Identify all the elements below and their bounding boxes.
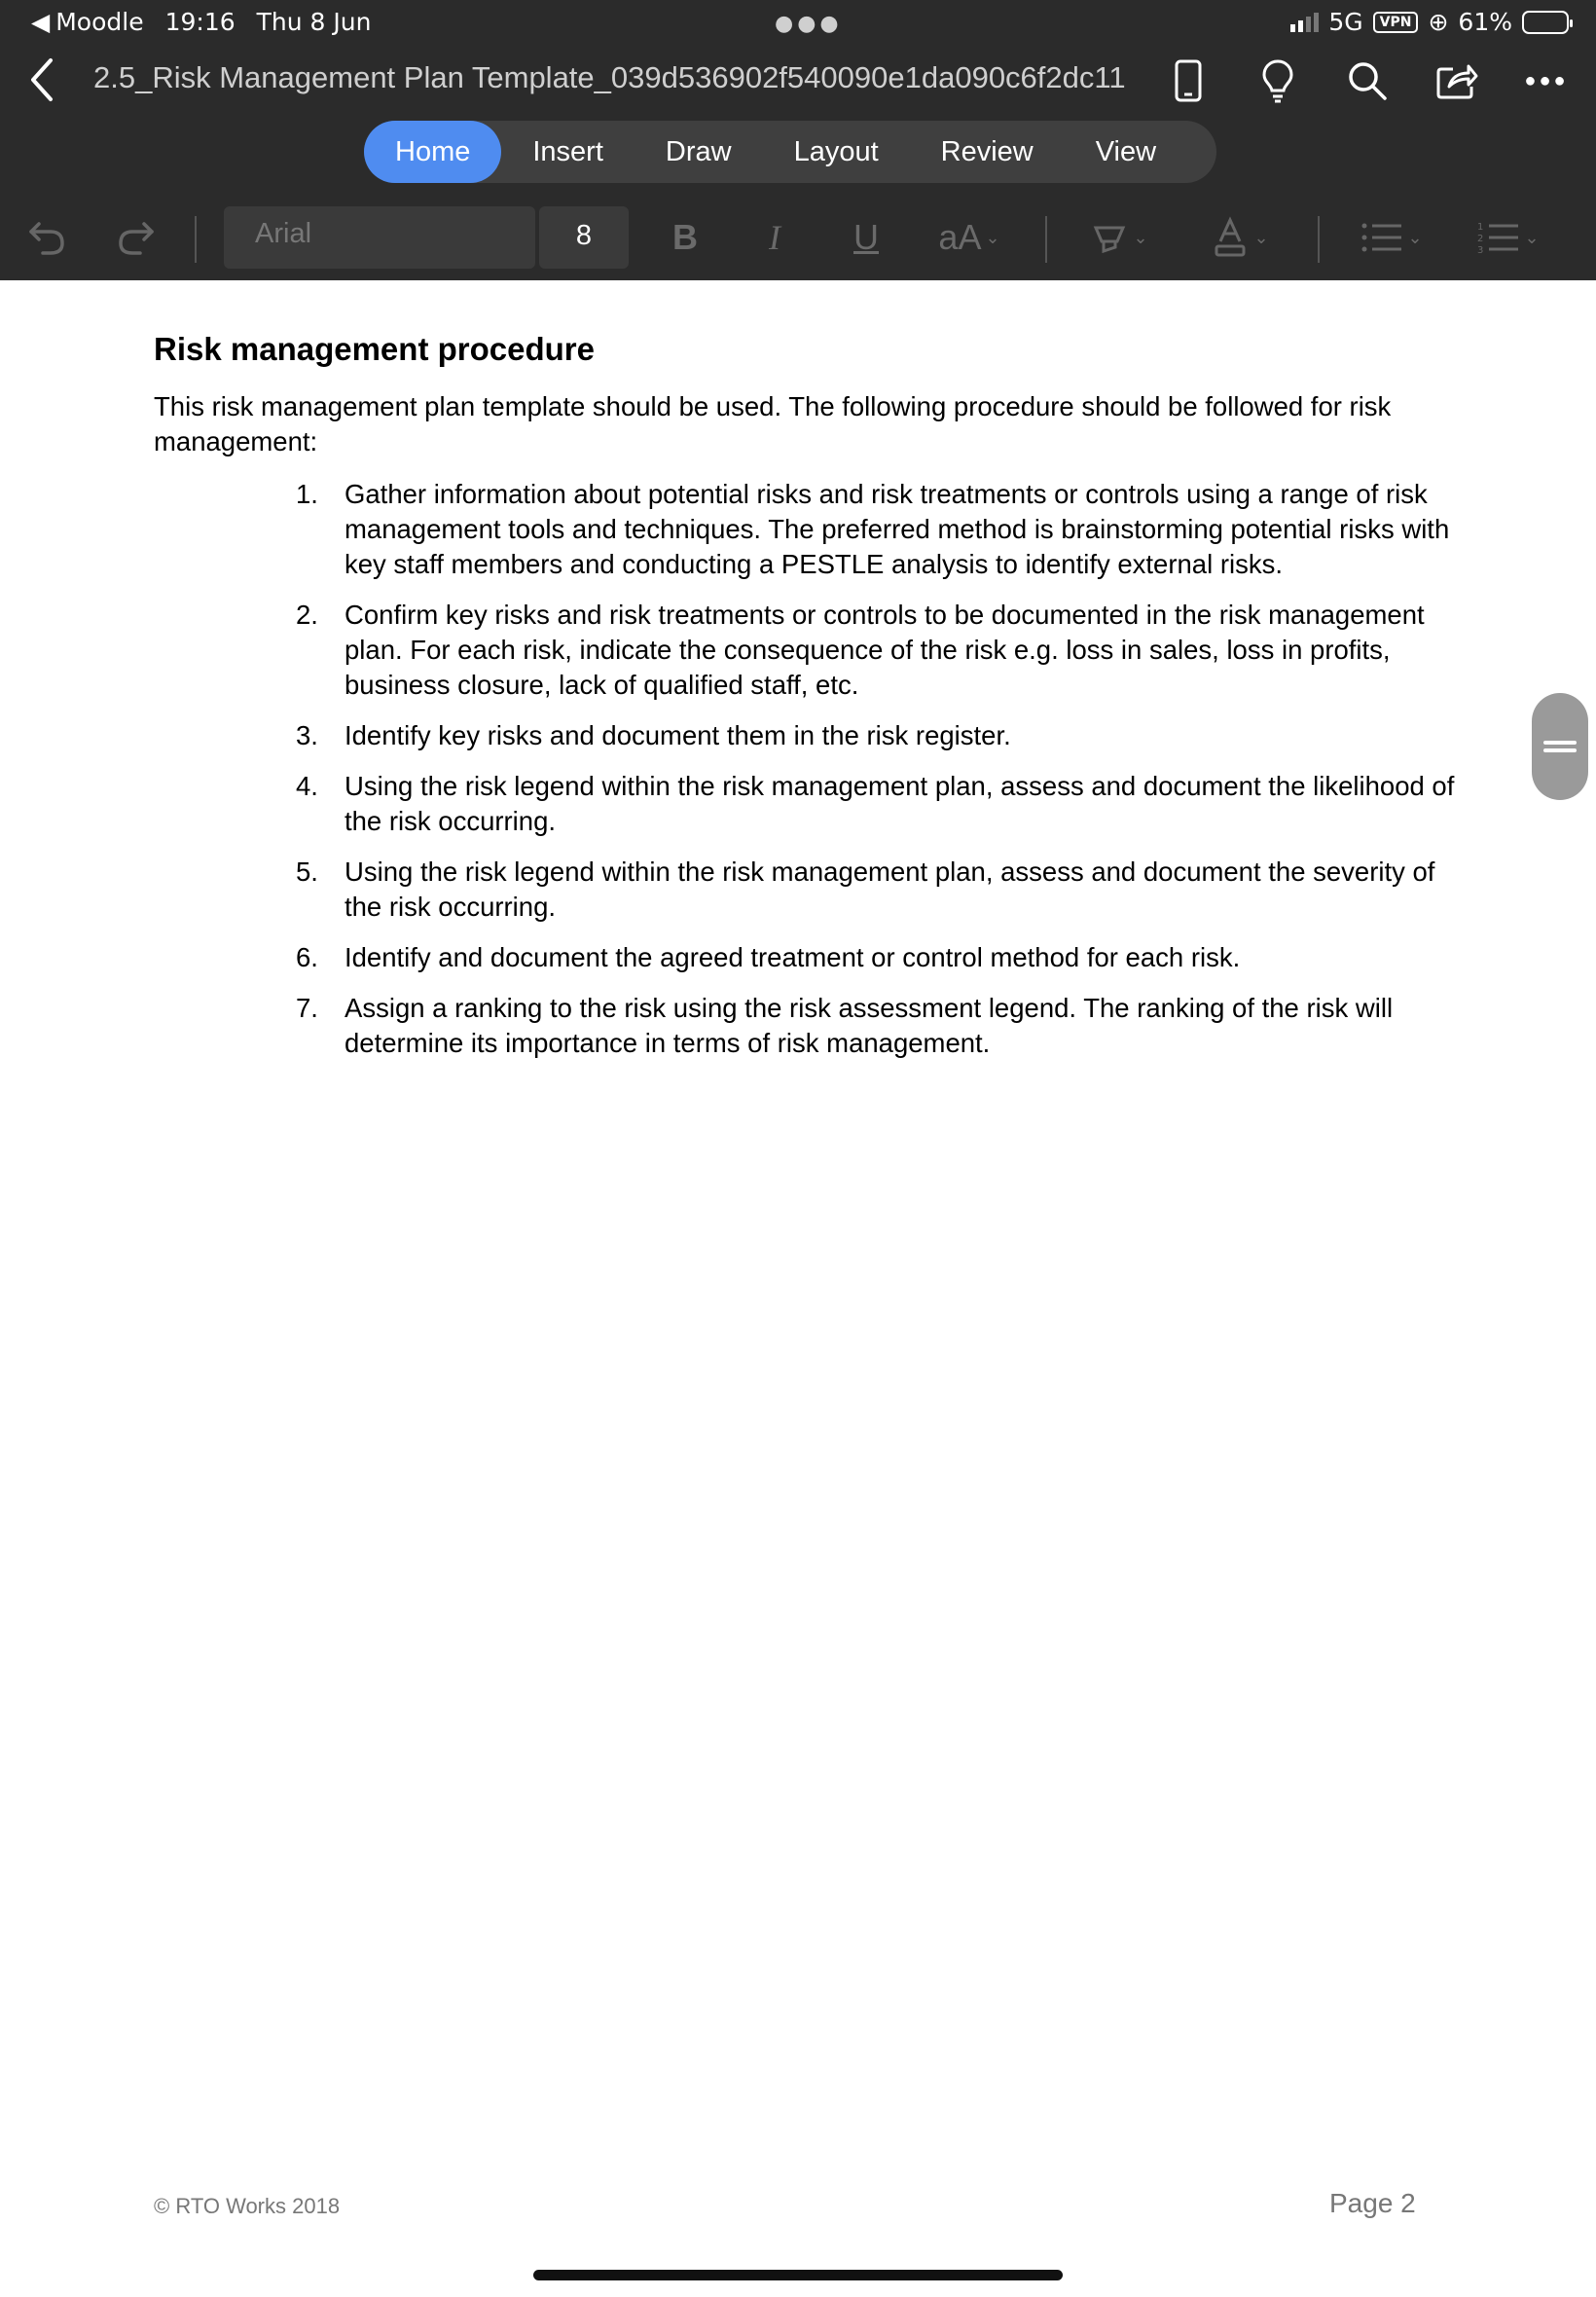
list-item bbox=[292, 718, 1460, 753]
search-icon bbox=[1347, 60, 1388, 101]
mobile-view-button[interactable] bbox=[1158, 51, 1218, 111]
list-item bbox=[292, 477, 1460, 582]
numbered-list-icon bbox=[1477, 220, 1520, 255]
highlight-button[interactable] bbox=[1080, 210, 1158, 265]
list-item-text: Gather information about potential risks and risk treatments or controls using a range of risk management tools and techniques. The preferred method is brainstorming potential risks with key staff members and conducting a PESTLE analysis to identify external risks. bbox=[345, 479, 1450, 579]
list-item-number: 1. bbox=[296, 479, 318, 509]
text-size-icon: aA bbox=[938, 217, 982, 257]
list-item-number: 4. bbox=[296, 771, 318, 801]
toolbar-divider bbox=[1045, 216, 1047, 263]
more-options-button[interactable] bbox=[1516, 51, 1577, 111]
title-row bbox=[0, 47, 1596, 113]
chevron-down-icon: ⌄ bbox=[1407, 227, 1423, 247]
back-triangle-icon: ◀ bbox=[31, 8, 51, 36]
share-button[interactable] bbox=[1427, 51, 1487, 111]
bold-icon: B bbox=[672, 217, 698, 257]
undo-button[interactable] bbox=[19, 210, 74, 265]
bold-button[interactable] bbox=[658, 210, 712, 265]
svg-text:3: 3 bbox=[1477, 245, 1484, 255]
bullet-list-icon bbox=[1360, 220, 1403, 255]
list-item-text: Assign a ranking to the risk using the risk assessment legend. The ranking of the risk will determine its importance in terms of risk management. bbox=[345, 993, 1394, 1058]
undo-icon bbox=[25, 216, 68, 259]
vpn-badge: VPN bbox=[1373, 12, 1419, 33]
svg-text:2: 2 bbox=[1477, 234, 1484, 244]
phone-icon bbox=[1174, 58, 1203, 103]
footer-copyright: © RTO Works 2018 bbox=[154, 2194, 341, 2218]
status-time: 19:16 bbox=[164, 8, 236, 36]
document-page[interactable] bbox=[0, 280, 1596, 2297]
search-button[interactable] bbox=[1337, 51, 1397, 111]
underline-button[interactable] bbox=[839, 210, 893, 265]
list-item-text: Identify key risks and document them in the risk register. bbox=[345, 720, 1011, 750]
font-size-field[interactable]: 8 bbox=[539, 206, 629, 269]
page-number: Page 2 bbox=[1329, 2188, 1416, 2218]
intro-paragraph: This risk management plan template should be used. The following procedure should be followed for risk management: bbox=[154, 391, 1392, 456]
status-bar bbox=[0, 0, 1596, 47]
tab-layout[interactable]: Layout bbox=[793, 135, 879, 167]
section-heading: Risk management procedure bbox=[154, 331, 595, 367]
italic-icon: I bbox=[769, 218, 780, 257]
ideas-button[interactable] bbox=[1248, 51, 1308, 111]
font-color-icon bbox=[1211, 216, 1250, 259]
list-item-number: 2. bbox=[296, 600, 318, 630]
tab-home[interactable]: Home bbox=[364, 121, 501, 183]
chevron-left-icon bbox=[23, 53, 62, 107]
list-item-number: 3. bbox=[296, 720, 318, 750]
orientation-lock-icon: ⊕ bbox=[1428, 8, 1449, 36]
numbered-list-button[interactable] bbox=[1469, 210, 1547, 265]
underline-icon: U bbox=[853, 217, 879, 257]
list-item-number: 6. bbox=[296, 942, 318, 972]
bullet-list-button[interactable] bbox=[1353, 210, 1431, 265]
font-color-button[interactable] bbox=[1201, 210, 1279, 265]
list-item bbox=[292, 991, 1460, 1061]
procedure-list bbox=[292, 477, 1460, 1076]
back-app-label: Moodle bbox=[55, 8, 144, 36]
tab-view[interactable]: View bbox=[1095, 135, 1157, 167]
network-type: 5G bbox=[1328, 8, 1363, 36]
toolbar-divider bbox=[195, 216, 197, 263]
formatting-toolbar bbox=[0, 202, 1596, 273]
redo-icon bbox=[115, 216, 158, 259]
battery-percent: 61% bbox=[1458, 8, 1512, 36]
multitasking-dots-icon[interactable]: ●●● bbox=[775, 12, 843, 36]
list-item bbox=[292, 598, 1460, 703]
chevron-down-icon: ⌄ bbox=[1133, 227, 1148, 247]
document-title: 2.5_Risk Management Plan Template_039d536902f540090e1da090c6f2dc11 bbox=[93, 60, 1126, 94]
chevron-down-icon: ⌄ bbox=[1524, 227, 1540, 247]
list-item bbox=[292, 940, 1460, 975]
ellipsis-icon: ●●● bbox=[1524, 69, 1569, 91]
back-to-app-link[interactable] bbox=[31, 8, 144, 36]
app-header bbox=[0, 0, 1596, 280]
signal-icon bbox=[1290, 13, 1319, 32]
list-item-text: Using the risk legend within the risk management plan, assess and document the severity of the risk occurring. bbox=[345, 857, 1435, 922]
font-name-field[interactable]: Arial bbox=[224, 206, 535, 269]
redo-button[interactable] bbox=[109, 210, 163, 265]
svg-text:1: 1 bbox=[1477, 222, 1484, 233]
share-icon bbox=[1435, 61, 1478, 100]
list-item-number: 5. bbox=[296, 857, 318, 887]
ribbon-tabs bbox=[364, 121, 1216, 183]
tab-draw[interactable]: Draw bbox=[665, 135, 732, 167]
italic-button[interactable] bbox=[747, 210, 802, 265]
text-size-button[interactable] bbox=[930, 210, 1008, 265]
lightbulb-icon bbox=[1261, 58, 1294, 103]
list-item-text: Identify and document the agreed treatment or control method for each risk. bbox=[345, 942, 1241, 972]
list-item-text: Confirm key risks and risk treatments or controls to be documented in the risk management plan. For each risk, indicate the consequence of the risk e.g. loss in sales, loss in profits, business closure, lack of qualified staff, etc. bbox=[345, 600, 1425, 700]
scroll-handle[interactable] bbox=[1532, 693, 1588, 800]
back-button[interactable] bbox=[23, 53, 62, 107]
list-item-text: Using the risk legend within the risk management plan, assess and document the likelihood of the risk occurring. bbox=[345, 771, 1455, 836]
chevron-down-icon: ⌄ bbox=[985, 227, 1000, 247]
home-indicator[interactable] bbox=[533, 2270, 1063, 2280]
status-date: Thu 8 Jun bbox=[256, 8, 372, 36]
list-item bbox=[292, 855, 1460, 925]
list-item-number: 7. bbox=[296, 993, 318, 1023]
tab-review[interactable]: Review bbox=[940, 135, 1034, 167]
list-item bbox=[292, 769, 1460, 839]
highlighter-icon bbox=[1090, 218, 1129, 257]
toolbar-divider bbox=[1318, 216, 1320, 263]
tab-insert[interactable]: Insert bbox=[532, 135, 603, 167]
grip-icon bbox=[1543, 737, 1577, 756]
chevron-down-icon: ⌄ bbox=[1253, 227, 1269, 247]
battery-icon bbox=[1522, 11, 1569, 34]
